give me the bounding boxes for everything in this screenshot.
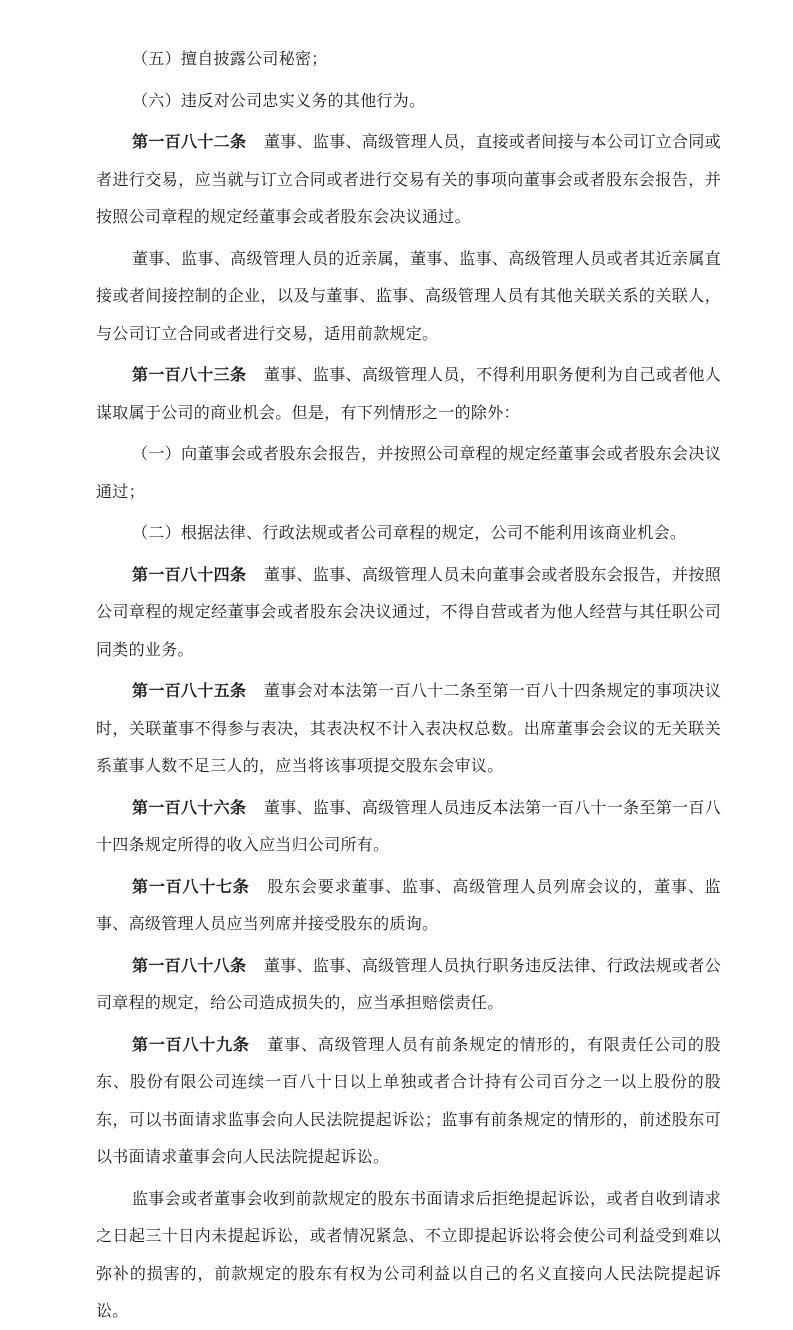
item-text: 违反对公司忠实义务的其他行为。: [180, 90, 426, 110]
article-number: 第一百八十八条: [132, 955, 247, 975]
article-paragraph: [96, 123, 721, 236]
plain-paragraph: [96, 1180, 721, 1330]
article-paragraph: [96, 947, 721, 1022]
article-text: 董事、监事、高级管理人员，直接或者间接与本公司订立合同或者进行交易，应当就与订立合同或者进行交易有关的事项向董事会或者股东会报告，并按照公司章程的规定经董事会或者股东会决议通过。: [96, 132, 721, 226]
item-text: 向董事会或者股东会报告，并按照公司章程的规定经董事会或者股东会决议通过；: [96, 444, 721, 501]
list-item: [96, 514, 721, 552]
article-text: 董事、高级管理人员有前条规定的情形的，有限责任公司的股东、股份有限公司连续一百八十日以上单独或者合计持有公司百分之一以上股份的股东，可以书面请求监事会向人民法院提起诉讼；监事有前条规定的情形的，前述股东可以书面请求董事会向人民法院提起诉讼。: [96, 1034, 721, 1166]
item-number: （五）: [132, 49, 181, 68]
article-text: 董事、监事、高级管理人员未向董事会或者股东会报告，并按照公司章程的规定经董事会或者股东会决议通过，不得自营或者为他人经营与其任职公司同类的业务。: [96, 564, 721, 659]
article-paragraph: [96, 556, 721, 669]
paragraph-text: 监事会或者董事会收到前款规定的股东书面请求后拒绝提起诉讼，或者自收到请求之日起三十日内未提起诉讼，或者情况紧急、不立即提起诉讼将会使公司利益受到难以弥补的损害的，前款规定的股东有权为公司利益以自己的名义直接向人民法院提起诉讼。: [96, 1188, 721, 1320]
item-number: （二）: [132, 523, 181, 542]
item-number: （六）: [132, 90, 181, 110]
list-item: [96, 435, 721, 510]
article-paragraph: [96, 868, 721, 943]
article-text: 董事、监事、高级管理人员违反本法第一百八十一条至第一百八十四条规定所得的收入应当归公司所有。: [96, 797, 721, 854]
document-body: [96, 40, 721, 1330]
article-paragraph: [96, 1026, 721, 1176]
article-paragraph: [96, 789, 721, 864]
article-number: 第一百八十四条: [132, 564, 247, 584]
article-number: 第一百八十六条: [132, 797, 247, 817]
article-number: 第一百八十七条: [132, 876, 250, 896]
article-text: 董事、监事、高级管理人员，不得利用职务便利为自己或者他人谋取属于公司的商业机会。但是，有下列情形之一的除外：: [96, 365, 721, 422]
item-text: 根据法律、行政法规或者公司章程的规定，公司不能利用该商业机会。: [180, 523, 687, 542]
list-item: [96, 82, 721, 120]
article-number: 第一百八十五条: [132, 681, 247, 700]
article-number: 第一百八十三条: [132, 365, 247, 384]
article-text: 股东会要求董事、监事、高级管理人员列席会议的，董事、监事、高级管理人员应当列席并接受股东的质询。: [96, 876, 721, 933]
article-paragraph: [96, 672, 721, 785]
plain-paragraph: [96, 240, 721, 353]
article-number: 第一百八十九条: [132, 1034, 250, 1054]
paragraph-text: 董事、监事、高级管理人员的近亲属，董事、监事、高级管理人员或者其近亲属直接或者间接控制的企业，以及与董事、监事、高级管理人员有其他关联关系的关联人，与公司订立合同或者进行交易，适用前款规定。: [96, 248, 721, 343]
list-item: [96, 40, 721, 78]
article-number: 第一百八十二条: [132, 132, 247, 151]
item-text: 擅自披露公司秘密；: [180, 49, 328, 68]
article-paragraph: [96, 356, 721, 431]
article-text: 董事、监事、高级管理人员执行职务违反法律、行政法规或者公司章程的规定，给公司造成损失的，应当承担赔偿责任。: [96, 955, 721, 1012]
item-number: （一）: [132, 444, 182, 463]
article-text: 董事会对本法第一百八十二条至第一百八十四条规定的事项决议时，关联董事不得参与表决，其表决权不计入表决权总数。出席董事会会议的无关联关系董事人数不足三人的，应当将该事项提交股东会审议。: [96, 681, 721, 775]
